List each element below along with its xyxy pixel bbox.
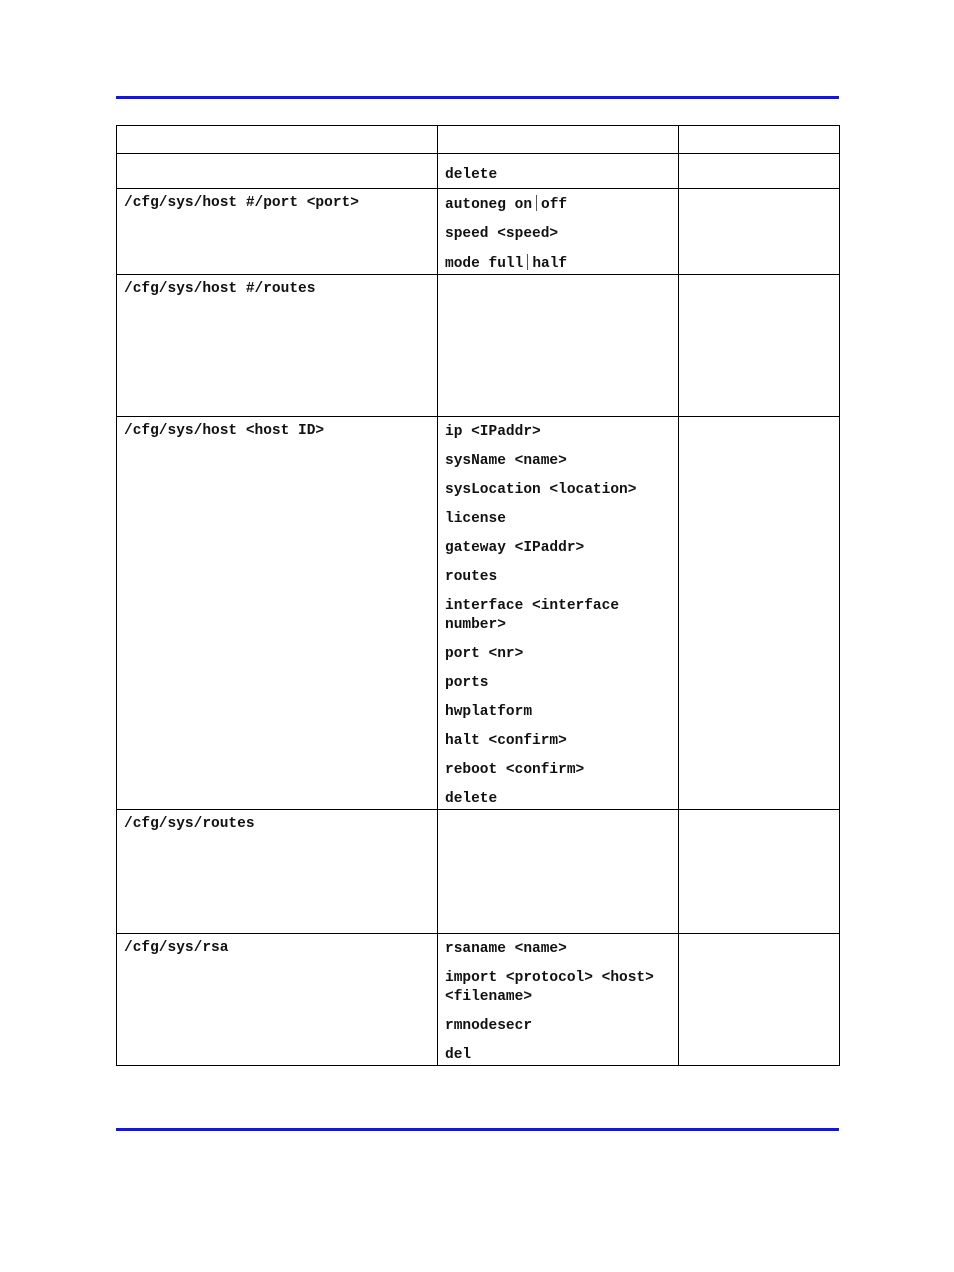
parameter-item: mode full half bbox=[445, 256, 568, 272]
parameter-item: import <protocol> <host> <filename> bbox=[445, 970, 654, 1005]
description-cell bbox=[679, 810, 840, 934]
table-row bbox=[117, 934, 840, 1066]
parameter-item: gateway <IPaddr> bbox=[445, 540, 585, 556]
parameter-item: sysLocation <location> bbox=[445, 482, 637, 498]
parameter-item: delete bbox=[445, 791, 498, 807]
command-path-cell bbox=[117, 275, 438, 417]
description-cell bbox=[679, 275, 840, 417]
command-path bbox=[117, 154, 437, 160]
parameter-item: del bbox=[445, 1047, 472, 1063]
header-row bbox=[117, 126, 840, 154]
command-path-cell bbox=[117, 934, 438, 1066]
command-path: /cfg/sys/rsa bbox=[124, 940, 229, 956]
parameter-item: hwplatform bbox=[445, 704, 533, 720]
parameter-item: interface <interface number> bbox=[445, 598, 620, 633]
parameter-cell bbox=[438, 934, 679, 1066]
command-path: /cfg/sys/host #/routes bbox=[124, 281, 316, 297]
command-path-cell bbox=[117, 417, 438, 810]
parameter-cell bbox=[438, 417, 679, 810]
parameter-cell bbox=[438, 275, 679, 417]
parameter-cell bbox=[438, 189, 679, 275]
parameter-item: license bbox=[445, 511, 506, 527]
parameter-item: speed <speed> bbox=[445, 226, 559, 242]
parameter-item: port <nr> bbox=[445, 646, 524, 662]
table-row bbox=[117, 810, 840, 934]
header-cell-parameter bbox=[438, 126, 679, 154]
header-cell-description bbox=[679, 126, 840, 154]
parameter-item: ports bbox=[445, 675, 489, 691]
parameter-item: halt <confirm> bbox=[445, 733, 567, 749]
parameter-item: ip <IPaddr> bbox=[445, 424, 541, 440]
header-rule bbox=[116, 96, 839, 99]
command-path: /cfg/sys/routes bbox=[124, 816, 255, 832]
table-row bbox=[117, 275, 840, 417]
command-path: /cfg/sys/host #/port <port> bbox=[124, 195, 359, 211]
description-cell bbox=[679, 189, 840, 275]
command-path-cell bbox=[117, 154, 438, 189]
parameter-item: sysName <name> bbox=[445, 453, 567, 469]
table-row bbox=[117, 154, 840, 189]
parameter-item: rmnodesecr bbox=[445, 1018, 533, 1034]
description-cell bbox=[679, 417, 840, 810]
parameter-item: reboot <confirm> bbox=[445, 762, 585, 778]
footer-rule bbox=[116, 1128, 839, 1131]
header-cell-command bbox=[117, 126, 438, 154]
parameter-cell bbox=[438, 810, 679, 934]
parameter-cell bbox=[438, 154, 679, 189]
command-path-cell bbox=[117, 189, 438, 275]
command-table bbox=[116, 125, 840, 1066]
table-row bbox=[117, 189, 840, 275]
command-path: /cfg/sys/host <host ID> bbox=[124, 423, 325, 439]
table-row bbox=[117, 417, 840, 810]
command-path-cell bbox=[117, 810, 438, 934]
parameter-item: routes bbox=[445, 569, 498, 585]
parameter-item: delete bbox=[445, 167, 498, 183]
parameter-item: rsaname <name> bbox=[445, 941, 567, 957]
description-cell bbox=[679, 154, 840, 189]
description-cell bbox=[679, 934, 840, 1066]
parameter-item: autoneg on off bbox=[445, 197, 568, 213]
